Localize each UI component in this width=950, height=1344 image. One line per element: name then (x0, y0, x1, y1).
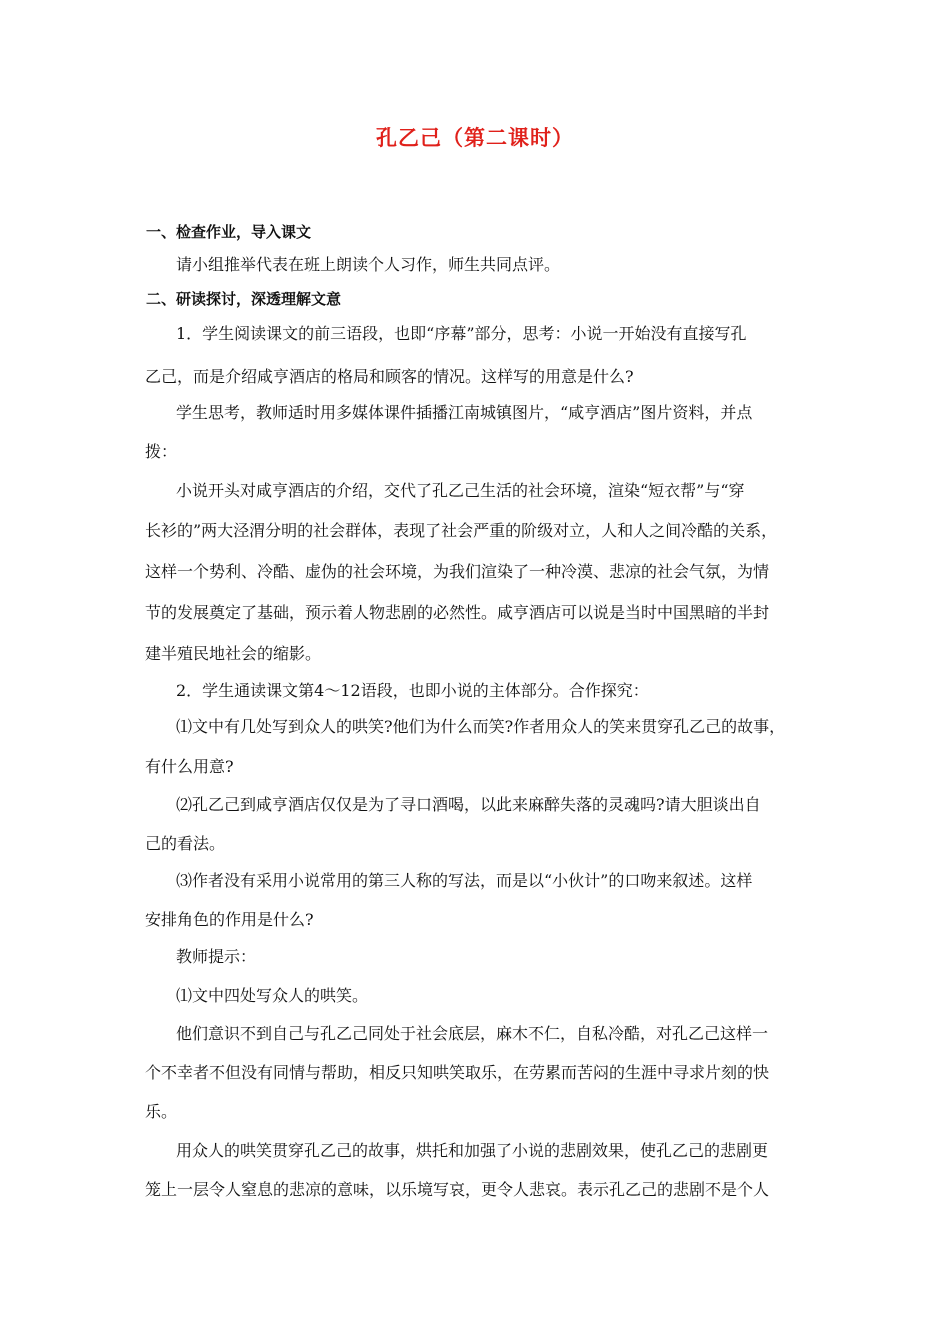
paragraph-line: ⑴文中有几处写到众人的哄笑?他们为什么而笑?作者用众人的笑来贯穿孔乙己的故事， (176, 717, 786, 736)
paragraph-line: 有什么用意? (145, 757, 234, 776)
paragraph-line: 个不幸者不但没有同情与帮助，相反只知哄笑取乐，在劳累而苦闷的生涯中寻求片刻的快 (145, 1063, 770, 1082)
section-heading-2: 二、研读探讨，深透理解文意 (146, 290, 342, 308)
paragraph-line: ⑶作者没有采用小说常用的第三人称的写法，而是以“小伙计”的口吻来叙述。这样 (176, 871, 753, 890)
paragraph-line: 笼上一层令人窒息的悲凉的意味，以乐境写哀，更令人悲哀。表示孔乙己的悲剧不是个人 (145, 1180, 770, 1199)
paragraph-line: 这样一个势利、冷酷、虚伪的社会环境，为我们渲染了一种冷漠、悲凉的社会气氛，为情 (145, 562, 770, 581)
paragraph-line: 小说开头对咸亨酒店的介绍，交代了孔乙己生活的社会环境，渲染“短衣帮”与“穿 (176, 481, 745, 500)
paragraph-line: 乙己，而是介绍咸亨酒店的格局和顾客的情况。这样写的用意是什么? (145, 367, 634, 386)
document-title: 孔乙己（第二课时） (376, 126, 574, 150)
paragraph-line: 1．学生阅读课文的前三语段，也即“序幕”部分，思考：小说一开始没有直接写孔 (176, 324, 747, 343)
paragraph-line: 请小组推举代表在班上朗读个人习作，师生共同点评。 (176, 255, 561, 274)
paragraph-line: 安排角色的作用是什么? (145, 910, 314, 929)
paragraph-line: ⑵孔乙己到咸亨酒店仅仅是为了寻口酒喝，以此来麻醉失落的灵魂吗?请大胆谈出自 (176, 795, 761, 814)
paragraph-line: 己的看法。 (145, 834, 226, 853)
paragraph-line: ⑴文中四处写众人的哄笑。 (176, 986, 369, 1005)
paragraph-line: 长衫的”两大泾渭分明的社会群体，表现了社会严重的阶级对立，人和人之间冷酷的关系， (145, 521, 778, 540)
paragraph-line: 乐。 (145, 1102, 178, 1121)
paragraph-line: 建半殖民地社会的缩影。 (145, 644, 322, 663)
paragraph-line: 拨： (145, 442, 178, 461)
paragraph-line: 2．学生通读课文第4～12语段，也即小说的主体部分。合作探究： (176, 681, 649, 700)
section-heading-1: 一、检查作业，导入课文 (146, 223, 312, 241)
paragraph-line: 节的发展奠定了基础，预示着人物悲剧的必然性。咸亨酒店可以说是当时中国黑暗的半封 (145, 603, 770, 622)
paragraph-line: 学生思考，教师适时用多媒体课件插播江南城镇图片，“咸亨酒店”图片资料，并点 (176, 403, 753, 422)
paragraph-line: 用众人的哄笑贯穿孔乙己的故事，烘托和加强了小说的悲剧效果，使孔乙己的悲剧更 (176, 1141, 769, 1160)
paragraph-line: 教师提示： (176, 947, 257, 966)
paragraph-line: 他们意识不到自己与孔乙己同处于社会底层，麻木不仁，自私冷酷，对孔乙己这样一 (176, 1024, 769, 1043)
